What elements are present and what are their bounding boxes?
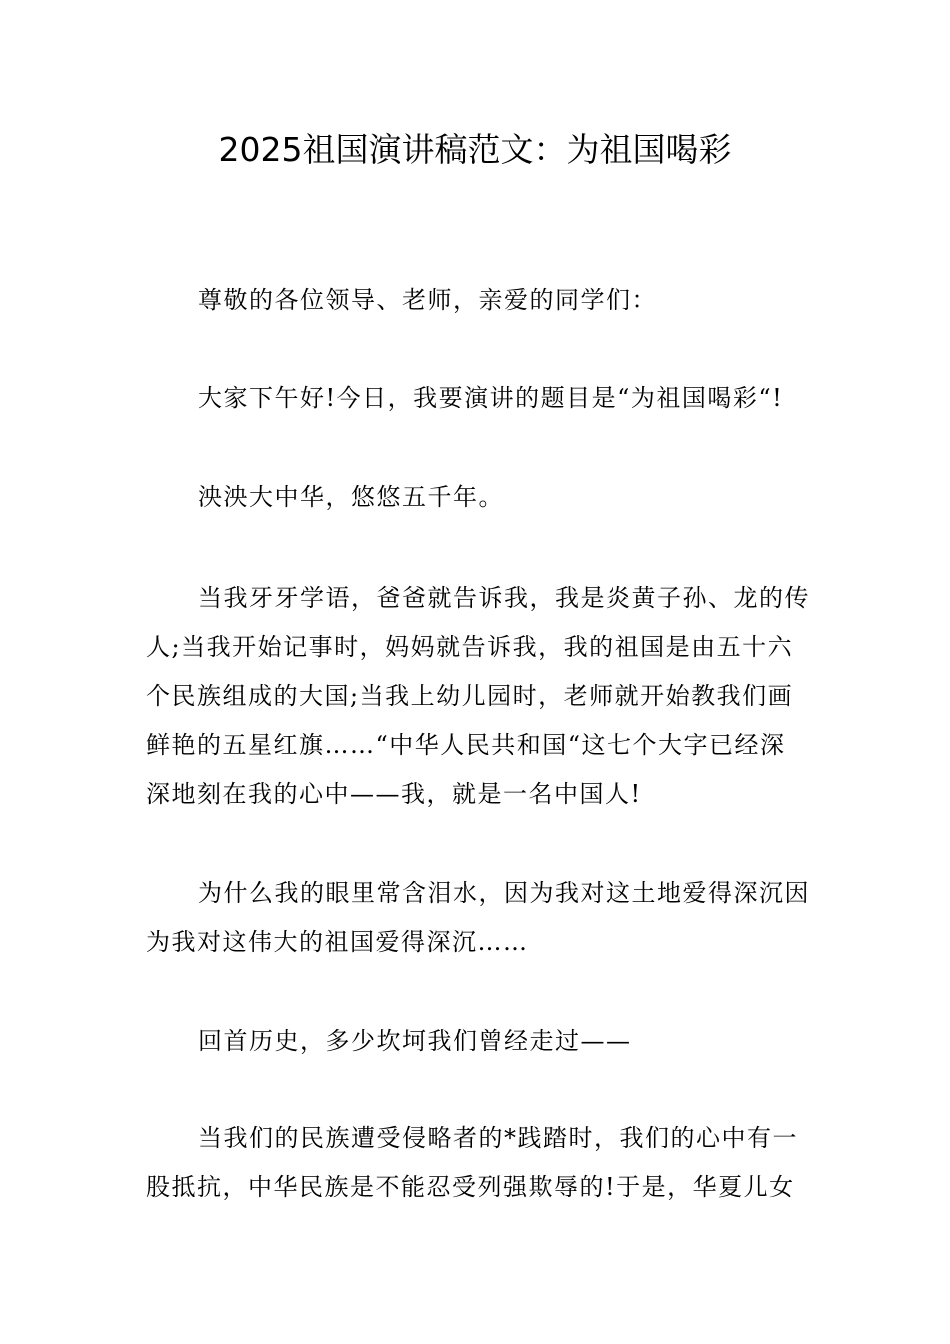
document-title: 2025祖国演讲稿范文：为祖国喝彩 <box>218 130 732 169</box>
paragraph-invasion: 当我们的民族遭受侵略者的*践踏时，我们的心中有一股抵抗，中华民族是不能忍受列强欺辱的!于是，华夏儿女 <box>146 1124 798 1201</box>
paragraph-childhood: 当我牙牙学语，爸爸就告诉我，我是炎黄子孙、龙的传人;当我开始记事时，妈妈就告诉我，我的祖国是由五十六个民族组成的大国;当我上幼儿园时，老师就开始教我们画鲜艳的五星红旗……“中华人民共和国“这七个大字已经深深地刻在我的心中——我，就是一名中国人! <box>146 584 810 808</box>
paragraph-history: 回首历史，多少坎坷我们曾经走过—— <box>198 1027 632 1055</box>
paragraph-intro: 泱泱大中华，悠悠五千年。 <box>198 483 504 511</box>
paragraph-tears: 为什么我的眼里常含泪水，因为我对这土地爱得深沉因为我对这伟大的祖国爱得深沉…… <box>146 879 810 956</box>
paragraph-greeting: 尊敬的各位领导、老师，亲爱的同学们： <box>198 286 657 314</box>
paragraph-opening: 大家下午好!今日，我要演讲的题目是“为祖国喝彩“! <box>198 384 784 412</box>
